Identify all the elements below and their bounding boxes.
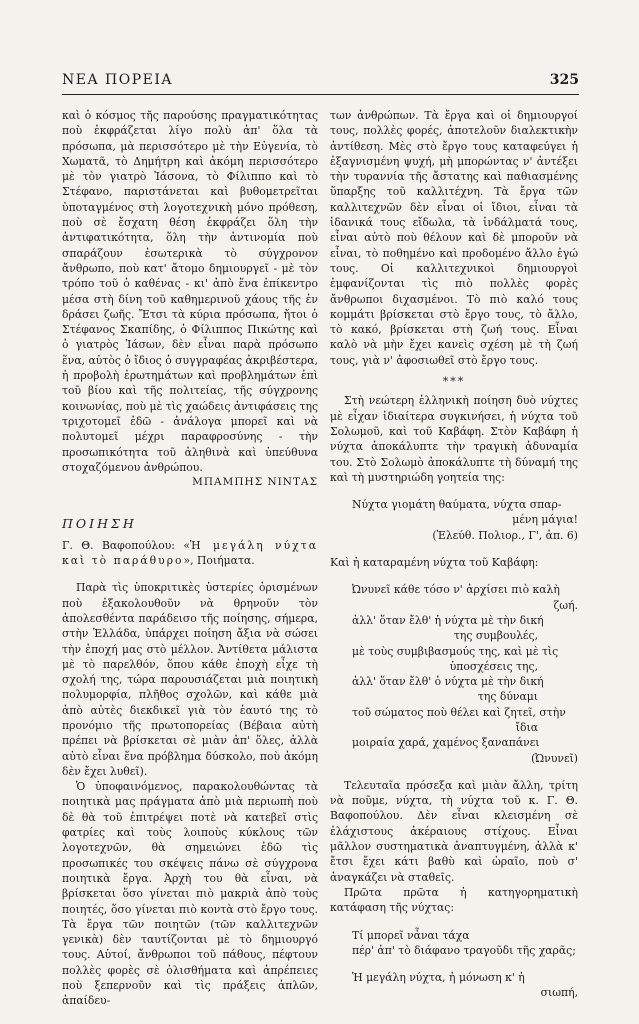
paragraph: Στὴ νεώτερη ἑλληνικὴ ποίηση δυὸ νύχτες μὲ εἶχαν ἰδιαίτερα συγκινήσει, ἡ νύχτα τοῦ Σολωμοῦ, καὶ τοῦ Καβάφη. Στὸν Καβάφη ἡ νύχτα ἀποκάλυπτε τὴν τραγικὴ ἀδυναμία του. Στὸ Σολωμὸ ἀποκάλυπτε τὴ δύναμή της καὶ τὴ μυστηριώδη γοητεία της:	[330, 394, 578, 484]
verse-line: ἀλλ' ὅταν ἔλθ' ὁ νύχτα μὲ τὴν δική	[352, 675, 544, 689]
left-column	[62, 108, 318, 1009]
paragraph: καὶ ὁ κόσμος τῆς παρούσης πραγματικότητας ποὺ ἐκφράζεται λίγο πολὺ ἀπ' ὅλα τὰ πρόσωπα, μὰ περισσότερο μὲ τὴν Εὐγενία, τὸ Χωματᾶ, τὸ Δημήτρη καὶ ἀκόμη περισσότερο μὲ τὸν γιατρὸ Ἰάσονα, τὸ Φίλιππο καὶ τὸ Στέφανο, παριστάνεται καὶ βυθομετρεῖται ὑποταγμένος στὴ λογοτεχνικὴ μόνο πρόθεση, ποὺ σὲ ἔσχατη θέση ἐκφράζει ὅλη τὴν ἀντιφατικότητα, ὅλη τὴν ἀντινομία ποὺ σπαράζουν ἐσωτερικὰ τὸ σύγχρονον ἄνθρωπο, ποὺ κατ' ἄτομο δημιουργεῖ - μὲ τὸν τρόπο τοῦ ὁ καθένας - κι' ἀπὸ ἕνα ἐπίκεντρο μέσα στὴ δίνη τοῦ καθημερινοῦ χάους τῆς ἐν δράσει ζωῆς. Ἔτσι τὰ κύρια πρόσωπα, ἤτοι ὁ Στέφανος Σκαπίδης, ὁ Φίλιππος Πικώτης καὶ ὁ γιατρὸς Ἰάσων, δὲν εἶναι παρὰ πρόσωπο ἕνα, αὐτὸς ὁ ἴδιος ὁ συγγραφέας ἀκριβέστερα, ἡ προβολὴ ἐρωτημάτων καὶ προβλημάτων ἐπὶ τοῦ βίου καὶ τῆς πολιτείας, τῆς σύγχρονης κοινωνίας, ποὺ μὲ τὶς χαώδεις ἀντιφάσεις της τριχοτομεῖ ἐδῶ - ἀνάλογα μπορεῖ καὶ νὰ πολυτομεῖ μέχρι παραφροσύνης - τὴν προσωπικότητα τοῦ ἀληθινὰ καὶ ὑπεύθυνα στοχαζόμενου ἀνθρώπου.	[62, 109, 318, 474]
verse-quote	[352, 497, 578, 543]
verse-quote	[352, 582, 578, 766]
verse-line: Τί μπορεῖ νἆναι τάχα	[352, 928, 470, 942]
review-author: Γ. Θ. Βαφοπούλου: «	[62, 538, 190, 552]
verse-line: ὑποσχέσεις της,	[449, 659, 538, 673]
verse-line: τοῦ σώματος ποὺ θέλει καὶ ζητεῖ, στὴν	[352, 705, 566, 719]
paragraph: Παρὰ τὶς ὑποκριτικὲς ὑστερίες ὁρισμένων ποὺ ἐξακολουθοῦν νὰ θρηνοῦν τὸν ἀπολεσθέντα παράδεισο τῆς ποίησης, σήμερα, στὴν Ἑλλάδα, ὑπάρχει ποίηση ἄξια νὰ σώσει τὴν ἐποχή μας στὸ μέλλον. Ἀντίθετα μάλιστα μὲ τὸ παρελθόν, ὅπου κάθε ἐποχὴ εἶχε τὴ σχολή της, τώρα παρουσιάζεται μιὰ ποιητικὴ πολυμορφία, πλῆθος σχολῶν, καὶ κάθε μιὰ ἀπὸ αὐτὲς διεκδικεῖ γιὰ τὸν ἑαυτό της τὸ προνόμιο τῆς πρωτοπορείας (Βέβαια αὐτὴ πρέπει νὰ βρίσκεται σὲ μιὰν ἀπ' ὅλες, ἀλλὰ αὐτὸ εἶναι ἕνα πρόβλημα δύσκολο, ποὺ ἀκόμη δὲν ἔχει λυθεῖ).	[62, 581, 318, 778]
journal-title: ΝΕΑ ΠΟΡΕΙΑ	[62, 72, 173, 88]
verse-line: της δύναμι	[477, 690, 538, 704]
verse-line: σιωπή,	[540, 986, 578, 1000]
paragraph: των ἀνθρώπων. Τὰ ἔργα καὶ οἱ δημιουργοί τους, πολλὲς φορές, ἀποτελοῦν διαλεκτικὴν ἀντίθεση. Μὲς στὸ ἔργο τους καταφεύγει ἡ ἐξαγνισμένη ψυχή, μὴ μπορώντας ν' ἀντέξει τὴν τυραννία τῆς ἄστατης καὶ παθιασμένης ὕπαρξης τοῦ καλλιτέχνη. Τὰ ἔργα τῶν καλλιτεχνῶν δὲν εἶναι οἱ ἴδιοι, εἶναι τὰ ἰδανικά τους εἴδωλα, τὰ ἰνδάλματά τους, εἶναι αὐτὸ ποὺ θέλουν καὶ δὲ μποροῦν νὰ εἶναι, τὸ ποθημένο καὶ προδομένο ἄλλο ἐγώ τους. Οἱ καλλιτεχνικοὶ δημιουργοὶ ἐμφανίζονται τὶς πιὸ πολλὲς φορὲς ἄνθρωποι διχασμένοι. Τὸ πιὸ καλό τους κομμάτι βρίσκεται στὸ ἔργο τους, τὸ ἄλλο, τὸ κακό, βρίσκεται στὴ ζωή τους. Εἶναι καλὸ νὰ μὴν ἔχει κανεὶς σχέση μὲ τὴ ζωή τους, γιὰ ν' ἀφοσιωθεῖ στὸ ἔργο τους.	[330, 109, 578, 367]
verse-line: μὲ τοὺς συμβιβασμούς της, καὶ μὲ τὶς	[352, 644, 559, 658]
page-number: 325	[549, 72, 579, 88]
verse-line: πέρ' ἀπ' τὸ διάφανο τραγοῦδι τῆς χαρᾶς;	[352, 943, 576, 957]
section-separator: ***	[442, 375, 466, 389]
verse-line: Ὠνυνεῖ κάθε τόσο ν' ἀρχίσει πιὸ καλὴ	[352, 583, 560, 597]
review-title: Ἡ μεγάλη νύχτα καὶ τὸ παράθυρο	[62, 538, 318, 568]
paragraph: Τελευταῖα πρόσεξα καὶ μιὰν ἄλλη, τρίτη νὰ ποῦμε, νύχτα, τὴ νύχτα τοῦ κ. Γ. Θ. Βαφοπούλου. Δὲν εἶναι κλεισμένη σὲ ἐλάχιστους ἀκέραιους στίχους. Εἶναι μᾶλλον συστηματικὰ ἀναπτυγμένη, ἀλλὰ κ' ἔτσι ἔχει κάτι βαθὺ καὶ ὡραῖο, ποὺ σ' ἀναγκάζει νὰ σταθεῖς.	[330, 778, 578, 884]
verse-source: (Ἐλεύθ. Πολιορ., Γ', ἀπ. 6)	[432, 528, 578, 542]
verse-source: (Ὠνυνεῖ)	[531, 751, 578, 765]
verse-quote	[352, 928, 578, 1001]
review-suffix: », Ποιήματα.	[183, 554, 255, 568]
verse-line: μοιραία χαρά, χαμένος ξαναπάνει	[352, 736, 540, 750]
verse-line: της συμβουλές,	[453, 629, 538, 643]
verse-line: ἴδια	[515, 720, 538, 734]
paragraph: Ὁ ὑποφαινόμενος, παρακολουθώντας τὰ ποιητικὰ μας πράγματα ἀπὸ μιὰ περιωπὴ ποὺ δὲ θὰ τοῦ ἐπιτρέψει ποτὲ νὰ κατεβεῖ στὶς φατρίες καὶ τοὺς λοιποὺς κύκλους τῶν λογοτεχνῶν, θὰ σημειώνει ἐδῶ τὶς προσωπικές του σκέψεις πάνω σὲ σύγχρονα ποιητικὰ ἔργα. Ἀρχὴ του θὰ εἶναι, νὰ βρίσκεται ὅσο γίνεται πιὸ μακριὰ ἀπὸ τοὺς ποιητές, ὅσο γίνεται πιὸ κοντὰ στὸ ἔργο τους. Τὰ ἔργα τῶν ποιητῶν (τῶν καλλιτεχνῶν γενικὰ) δὲν ταυτίζονται μὲ τὸ δημιουργό τους. Αὐτοί, ἄνθρωποι τοῦ πάθους, πέφτουν πολλὲς φορὲς σὲ ὀλισθήματα καὶ ἀπρέπειες ποὺ ξεπερνοῦν καὶ τὶς πράξεις ἁπλῶν, ἀπαίδευ-	[62, 780, 318, 1008]
verse-line: ἀλλ' ὅταν ἔλθ' ἡ νύχτα μὲ τὴν δική	[352, 613, 544, 627]
right-column	[330, 108, 578, 1001]
verse-line: μένη μάγια!	[512, 513, 578, 527]
verse-line: Νύχτα γιομάτη θαύματα, νύχτα σπαρ-	[352, 498, 562, 512]
running-header	[62, 72, 579, 95]
verse-line: Ἡ μεγάλη νύχτα, ἡ μόνωση κ' ἡ	[352, 971, 525, 985]
review-heading	[62, 538, 318, 569]
section-heading: ΠΟΙΗΣΗ	[62, 516, 137, 532]
paragraph: Καὶ ἡ καταραμένη νύχτα τοῦ Καβάφη:	[330, 556, 539, 570]
paragraph: Πρῶτα πρῶτα ἡ κατηγορηματικὴ κατάφαση τῆς νύχτας:	[330, 885, 578, 915]
author-signature: ΜΠΑΜΠΗΣ ΝΙΝΤΑΣ	[192, 476, 318, 489]
verse-line: ζωή.	[553, 598, 578, 612]
